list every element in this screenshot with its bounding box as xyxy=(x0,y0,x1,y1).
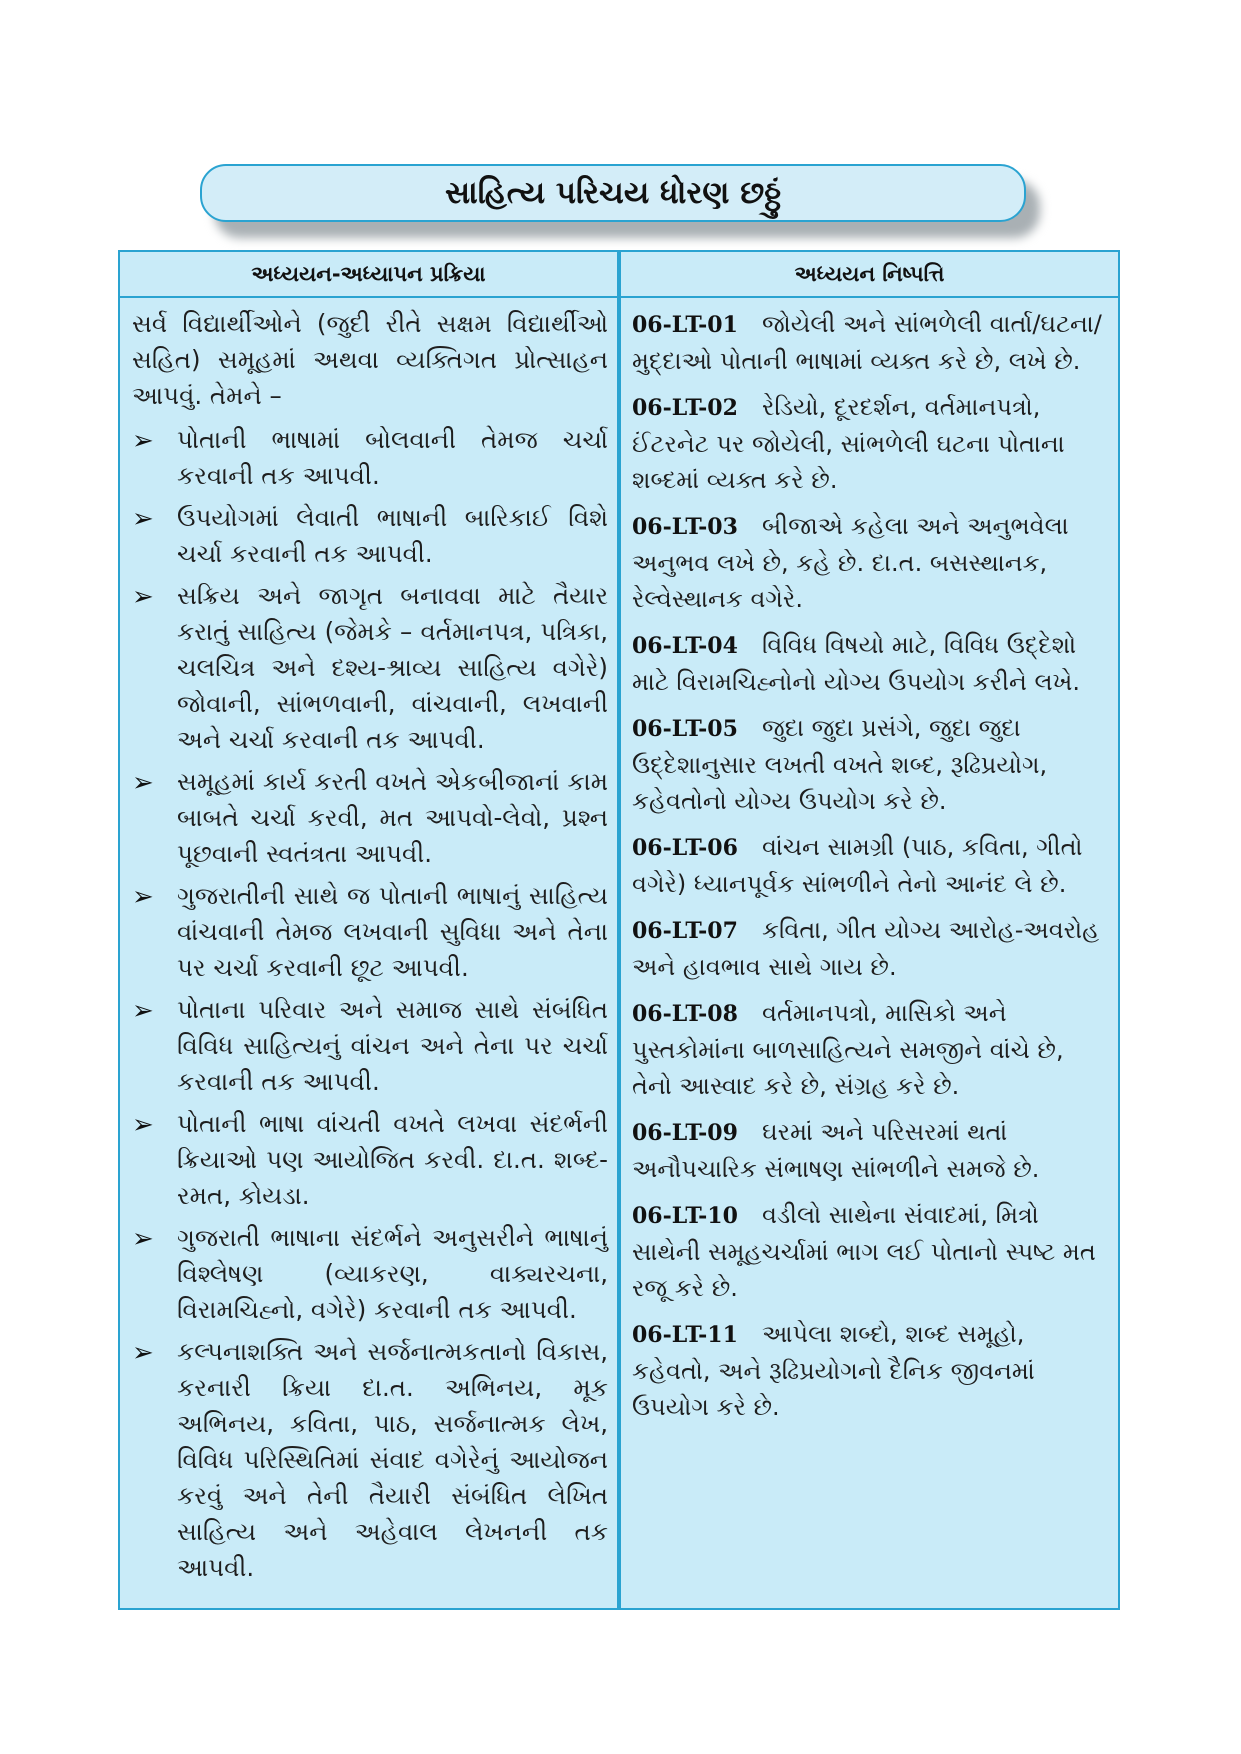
process-item-text: પોતાની ભાષા વાંચતી વખતે લખવા સંદર્ભની ક્રિયાઓ પણ આયોજિત કરવી. દા.ત. શબ્દ-રમત, કોયડા. xyxy=(177,1109,608,1210)
outcome-item xyxy=(632,627,1110,700)
outcome-text: વડીલો સાથેના સંવાદમાં, મિત્રો સાથેની સમૂહચર્ચામાં ભાગ લઈ પોતાનો સ્પષ્ટ મત રજૂ કરે છે. xyxy=(632,1201,1096,1302)
process-item-text: ઉપયોગમાં લેવાતી ભાષાની બારિકાઈ વિશે ચર્ચા કરવાની તક આપવી. xyxy=(177,503,608,568)
outcome-item xyxy=(632,995,1110,1104)
outcome-item xyxy=(632,1197,1110,1306)
process-item-text: ગુજરાતીની સાથે જ પોતાની ભાષાનું સાહિત્ય વાંચવાની તેમજ લખવાની સુવિધા અને તેના પર ચર્ચા કરવાની છૂટ આપવી. xyxy=(177,881,608,982)
content-table xyxy=(118,250,1120,1610)
outcome-code: 06-LT-08 xyxy=(632,1001,738,1027)
outcome-item xyxy=(632,1114,1110,1187)
column-divider xyxy=(617,252,621,1608)
outcome-text: જુદા જુદા પ્રસંગે, જુદા જુદા ઉદ્દેશાનુસાર લખતી વખતે શબ્દ, રૂઢિપ્રયોગ, કહેવતોનો યોગ્ય ઉપયોગ કરે છે. xyxy=(632,714,1048,815)
outcome-text: વિવિધ વિષયો માટે, વિવિધ ઉદ્દેશો માટે વિરામચિહ્નોનો યોગ્ય ઉપયોગ કરીને લખે. xyxy=(632,631,1081,696)
process-item xyxy=(132,992,608,1100)
arrowhead-bullet-icon: ➢ xyxy=(132,882,154,912)
outcome-text: કવિતા, ગીત યોગ્ય આરોહ-અવરોહ અને હાવભાવ સાથે ગાય છે. xyxy=(632,916,1100,981)
process-item xyxy=(132,1220,608,1328)
arrowhead-bullet-icon: ➢ xyxy=(132,426,154,456)
outcome-code: 06-LT-02 xyxy=(632,395,738,421)
process-item xyxy=(132,578,608,758)
outcome-item xyxy=(632,508,1110,617)
outcome-code: 06-LT-01 xyxy=(632,312,738,338)
outcome-item xyxy=(632,1316,1110,1425)
outcome-code: 06-LT-03 xyxy=(632,514,738,540)
process-item xyxy=(132,878,608,986)
process-item xyxy=(132,500,608,572)
title-banner xyxy=(200,164,1026,222)
process-item-text: સમૂહમાં કાર્ય કરતી વખતે એકબીજાનાં કામ બાબતે ચર્ચા કરવી, મત આપવો-લેવો, પ્રશ્ન પૂછવાની સ્વતંત્રતા આપવી. xyxy=(177,767,608,868)
process-item xyxy=(132,764,608,872)
outcome-code: 06-LT-07 xyxy=(632,918,738,944)
arrowhead-bullet-icon: ➢ xyxy=(132,1110,154,1140)
outcome-code: 06-LT-10 xyxy=(632,1203,738,1229)
outcome-code: 06-LT-05 xyxy=(632,716,738,742)
arrowhead-bullet-icon: ➢ xyxy=(132,1338,154,1368)
outcome-code: 06-LT-06 xyxy=(632,835,738,861)
process-intro: સર્વ વિદ્યાર્થીઓને (જુદી રીતે સક્ષમ વિદ્યાર્થીઓ સહિત) સમૂહમાં અથવા વ્યક્તિગત પ્રોત્સાહન આપવું. તેમને – xyxy=(132,309,608,410)
process-item-text: સક્રિય અને જાગૃત બનાવવા માટે તૈયાર કરાતું સાહિત્ય (જેમકે – વર્તમાનપત્ર, પત્રિકા, ચલચિત્ર અને દશ્ય-શ્રાવ્ય સાહિત્ય વગેરે) જોવાની, સાંભળવાની, વાંચવાની, લખવાની અને ચર્ચા કરવાની તક આપવી. xyxy=(177,581,608,754)
process-list xyxy=(132,422,608,1586)
process-item xyxy=(132,1334,608,1586)
arrowhead-bullet-icon: ➢ xyxy=(132,582,154,612)
process-item-text: કલ્પનાશક્તિ અને સર્જનાત્મકતાનો વિકાસ, કરનારી ક્રિયા દા.ત. અભિનય, મૂક અભિનય, કવિતા, પાઠ, સર્જનાત્મક લેખ, વિવિધ પરિસ્થિતિમાં સંવાદ વગેરેનું આયોજન કરવું અને તેની તૈયારી સંબંધિત લેખિત સાહિત્ય અને અહેવાલ લેખનની તક આપવી. xyxy=(177,1337,608,1582)
outcomes-column xyxy=(632,306,1110,1435)
arrowhead-bullet-icon: ➢ xyxy=(132,1224,154,1254)
outcome-text: રેડિયો, દૂરદર્શન, વર્તમાનપત્રો, ઈંટરનેટ પર જોયેલી, સાંભળેલી ઘટના પોતાના શબ્દમાં વ્યક્ત કરે છે. xyxy=(632,393,1065,494)
outcome-item xyxy=(632,389,1110,498)
left-column-header: અધ્યયન-અધ્યાપન પ્રક્રિયા xyxy=(251,261,486,286)
outcome-item xyxy=(632,710,1110,819)
outcome-item xyxy=(632,829,1110,902)
arrowhead-bullet-icon: ➢ xyxy=(132,996,154,1026)
outcome-text: જોયેલી અને સાંભળેલી વાર્તા/ઘટના/મુદ્દાઓ પોતાની ભાષામાં વ્યક્ત કરે છે, લખે છે. xyxy=(632,310,1102,375)
outcome-code: 06-LT-11 xyxy=(632,1322,738,1348)
outcome-code: 06-LT-09 xyxy=(632,1120,738,1146)
outcome-text: આપેલા શબ્દો, શબ્દ સમૂહો, કહેવતો, અને રૂઢિપ્રયોગનો દૈનિક જીવનમાં ઉપયોગ કરે છે. xyxy=(632,1320,1035,1421)
outcome-item xyxy=(632,306,1110,379)
outcome-code: 06-LT-04 xyxy=(632,633,738,659)
process-item xyxy=(132,1106,608,1214)
page-title: સાહિત્ય પરિચય ધોરણ છઠ્ઠું xyxy=(200,164,1026,222)
outcome-text: વાંચન સામગ્રી (પાઠ, કવિતા, ગીતો વગેરે) ધ્યાનપૂર્વક સાંભળીને તેનો આનંદ લે છે. xyxy=(632,833,1083,898)
process-column xyxy=(132,306,608,1592)
outcome-text: ઘરમાં અને પરિસરમાં થતાં અનૌપચારિક સંભાષણ સાંભળીને સમજે છે. xyxy=(632,1118,1040,1183)
arrowhead-bullet-icon: ➢ xyxy=(132,768,154,798)
arrowhead-bullet-icon: ➢ xyxy=(132,504,154,534)
process-item xyxy=(132,422,608,494)
outcome-text: બીજાએ કહેલા અને અનુભવેલા અનુભવ લખે છે, કહે છે. દા.ત. બસસ્થાનક, રેલ્વેસ્થાનક વગેરે. xyxy=(632,512,1069,613)
outcome-item xyxy=(632,912,1110,985)
table-header-row xyxy=(120,252,1118,298)
process-item-text: ગુજરાતી ભાષાના સંદર્ભને અનુસરીને ભાષાનું વિશ્લેષણ (વ્યાકરણ, વાક્યરચના, વિરામચિહ્નો, વગેરે) કરવાની તક આપવી. xyxy=(177,1223,608,1324)
right-column-header: અધ્યયન નિષ્પત્તિ xyxy=(794,261,945,286)
process-item-text: પોતાની ભાષામાં બોલવાની તેમજ ચર્ચા કરવાની તક આપવી. xyxy=(177,425,608,490)
process-item-text: પોતાના પરિવાર અને સમાજ સાથે સંબંધિત વિવિધ સાહિત્યનું વાંચન અને તેના પર ચર્ચા કરવાની તક આપવી. xyxy=(177,995,608,1096)
outcome-text: વર્તમાનપત્રો, માસિકો અને પુસ્તકોમાંના બાળસાહિત્યને સમજીને વાંચે છે, તેનો આસ્વાદ કરે છે, સંગ્રહ કરે છે. xyxy=(632,999,1064,1100)
